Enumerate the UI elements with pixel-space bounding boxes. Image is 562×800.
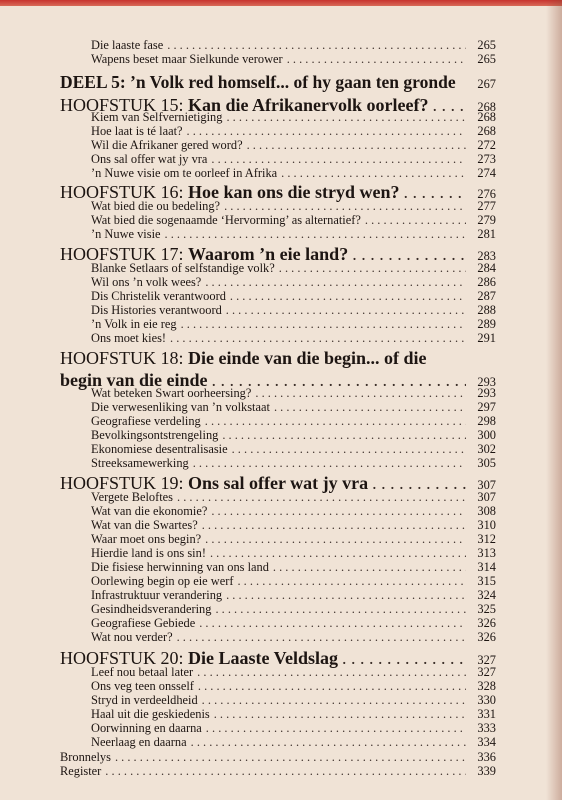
leader-dots bbox=[115, 750, 466, 765]
leader-dots bbox=[197, 665, 466, 680]
toc-entry-page: 308 bbox=[477, 504, 496, 518]
toc-entry-page: 298 bbox=[477, 414, 496, 428]
leader-dots bbox=[226, 588, 466, 603]
toc-entry-title: Wil die Afrikaner gered word? bbox=[91, 138, 243, 152]
page-edge-shadow bbox=[546, 0, 562, 800]
red-top-edge bbox=[0, 0, 562, 6]
toc-entry-title: Wat bied die sogenaamde ‘Hervorming’ as alternatief? bbox=[91, 213, 361, 227]
toc-entry-page: 265 bbox=[477, 52, 496, 66]
toc-entry-page: 284 bbox=[477, 261, 496, 275]
toc-entry-page: 324 bbox=[477, 588, 496, 602]
toc-entry-title: Oorlewing begin op eie werf bbox=[91, 574, 234, 588]
toc-entry-title: Ons moet kies! bbox=[91, 331, 167, 345]
chapter-page: 268 bbox=[477, 100, 496, 114]
leader-dots bbox=[177, 630, 466, 645]
leader-dots bbox=[247, 138, 466, 153]
leader-dots bbox=[287, 52, 466, 67]
leader-dots bbox=[222, 428, 466, 443]
toc-entry-title: Waar moet ons begin? bbox=[91, 532, 202, 546]
toc-entry-page: 274 bbox=[477, 166, 496, 180]
toc-entry-title: Dis Christelik verantwoord bbox=[91, 289, 226, 303]
toc-entry bbox=[91, 331, 496, 347]
toc-entry-page: 300 bbox=[477, 428, 496, 442]
toc-entry-title: Die fisiese herwinning van ons land bbox=[91, 560, 269, 574]
toc-entry-title: Wil ons ’n volk wees? bbox=[91, 275, 202, 289]
leader-dots bbox=[274, 400, 466, 415]
toc-entry-page: 273 bbox=[477, 152, 496, 166]
leader-dots bbox=[199, 616, 466, 631]
chapter-prefix: HOOFSTUK 17: bbox=[60, 244, 184, 264]
toc-entry-page: 331 bbox=[477, 707, 496, 721]
chapter-page: 283 bbox=[477, 249, 496, 263]
toc-entry-page: 336 bbox=[477, 750, 496, 764]
leader-dots bbox=[165, 227, 466, 242]
toc-entry-title: Dis Histories verantwoord bbox=[91, 303, 222, 317]
toc-entry-page: 310 bbox=[477, 518, 496, 532]
toc-entry-title: Blanke Setlaars of selfstandige volk? bbox=[91, 261, 275, 275]
leader-dots bbox=[226, 110, 466, 125]
leader-dots bbox=[255, 386, 466, 401]
leader-dots bbox=[205, 414, 466, 429]
chapter-name: Kan die Afrikanervolk oorleef? bbox=[188, 95, 429, 115]
leader-dots bbox=[181, 317, 466, 332]
chapter-prefix: HOOFSTUK 16: bbox=[60, 182, 184, 202]
toc-entry-page: 277 bbox=[477, 199, 496, 213]
toc-entry-title: Stryd in verdeeldheid bbox=[91, 693, 198, 707]
toc-entry-page: 307 bbox=[477, 490, 496, 504]
toc-entry-page: 315 bbox=[477, 574, 496, 588]
toc-entry-title: Oorwinning en daarna bbox=[91, 721, 202, 735]
toc-entry-title: Die verwesenliking van ’n volkstaat bbox=[91, 400, 270, 414]
toc-entry-page: 326 bbox=[477, 630, 496, 644]
chapter-name-line1: Die einde van die begin... of die bbox=[188, 348, 427, 368]
toc-entry-page: 302 bbox=[477, 442, 496, 456]
toc-entry-page: 328 bbox=[477, 679, 496, 693]
toc-entry-page: 293 bbox=[477, 386, 496, 400]
leader-dots bbox=[202, 693, 466, 708]
leader-dots bbox=[230, 289, 466, 304]
toc-entry-page: 305 bbox=[477, 456, 496, 470]
chapter-name: Hoe kan ons die stryd wen? bbox=[188, 182, 400, 202]
toc-entry-title: ’n Volk in eie reg bbox=[91, 317, 177, 331]
toc-entry-page: 326 bbox=[477, 616, 496, 630]
leader-dots bbox=[198, 679, 466, 694]
toc-entry-title: Infrastruktuur verandering bbox=[91, 588, 223, 602]
toc-entry-page: 327 bbox=[477, 665, 496, 679]
toc-entry-title: Geografiese Gebiede bbox=[91, 616, 196, 630]
toc-entry-title: Die laaste fase bbox=[91, 38, 164, 52]
leader-dots bbox=[205, 532, 466, 547]
toc-entry bbox=[91, 166, 496, 182]
leader-dots bbox=[206, 721, 466, 736]
toc-entry-page: 272 bbox=[477, 138, 496, 152]
chapter-name: Ons sal offer wat jy vra bbox=[188, 473, 369, 493]
toc-entry-title: Wat nou verder? bbox=[91, 630, 173, 644]
chapter-prefix: HOOFSTUK 19: bbox=[60, 473, 184, 493]
leader-dots bbox=[224, 199, 466, 214]
toc-entry-title: ’n Nuwe visie om te oorleef in Afrika bbox=[91, 166, 278, 180]
toc-entry-register bbox=[60, 764, 496, 780]
leader-dots bbox=[226, 303, 466, 318]
toc-entry-title: Register bbox=[60, 764, 102, 778]
leader-dots bbox=[193, 456, 466, 471]
toc-entry-title: Ons sal offer wat jy vra bbox=[91, 152, 208, 166]
toc-entry-page: 291 bbox=[477, 331, 496, 345]
leader-dots bbox=[170, 331, 466, 346]
chapter-page: 276 bbox=[477, 187, 496, 201]
chapter-heading-line1 bbox=[60, 348, 427, 369]
toc-entry-page: 286 bbox=[477, 275, 496, 289]
leader-dots bbox=[237, 574, 466, 589]
chapter-page: 327 bbox=[477, 653, 496, 667]
toc-entry-title: Kiem van Selfvernietiging bbox=[91, 110, 223, 124]
chapter-page: 293 bbox=[477, 375, 496, 389]
toc-entry-title: Ekonomiese desentralisasie bbox=[91, 442, 228, 456]
leader-dots bbox=[191, 735, 466, 750]
toc-entry-title: Leef nou betaal later bbox=[91, 665, 194, 679]
toc-entry-page: 268 bbox=[477, 124, 496, 138]
toc-entry bbox=[91, 52, 496, 68]
chapter-name: Die Laaste Veldslag bbox=[188, 648, 339, 668]
toc-entry-title: Streeksamewerking bbox=[91, 456, 189, 470]
leader-dots bbox=[202, 518, 466, 533]
chapter-page: 307 bbox=[477, 478, 496, 492]
leader-dots bbox=[205, 275, 466, 290]
toc-entry-title: Vergete Beloftes bbox=[91, 490, 174, 504]
toc-entry-page: 289 bbox=[477, 317, 496, 331]
chapter-name-line2: begin van die einde bbox=[60, 370, 208, 390]
chapter-prefix: HOOFSTUK 15: bbox=[60, 95, 184, 115]
leader-dots bbox=[279, 261, 466, 276]
leader-dots bbox=[210, 546, 466, 561]
toc-entry-page: 334 bbox=[477, 735, 496, 749]
toc-entry-title: Wat beteken Swart oorheersing? bbox=[91, 386, 252, 400]
toc-entry-page: 268 bbox=[477, 110, 496, 124]
part-title: DEEL 5: ’n Volk red homself... of hy gaan ten gronde bbox=[60, 72, 456, 92]
toc-entry-title: Neerlaag en daarna bbox=[91, 735, 187, 749]
toc-entry-page: 314 bbox=[477, 560, 496, 574]
toc-entry-title: Ons veg teen onsself bbox=[91, 679, 194, 693]
leader-dots bbox=[211, 152, 466, 167]
chapter-prefix: HOOFSTUK 18: bbox=[60, 348, 184, 368]
toc-entry-page: 325 bbox=[477, 602, 496, 616]
chapter-prefix: HOOFSTUK 20: bbox=[60, 648, 184, 668]
leader-dots bbox=[187, 124, 466, 139]
leader-dots bbox=[214, 707, 466, 722]
toc-entry-page: 287 bbox=[477, 289, 496, 303]
toc-entry-title: Geografiese verdeling bbox=[91, 414, 201, 428]
leader-dots bbox=[215, 602, 466, 617]
toc-entry-page: 288 bbox=[477, 303, 496, 317]
toc-entry-page: 330 bbox=[477, 693, 496, 707]
toc-entry bbox=[91, 735, 496, 751]
leader-dots bbox=[105, 764, 466, 779]
toc-entry-page: 339 bbox=[477, 764, 496, 778]
toc-entry-title: Hierdie land is ons sin! bbox=[91, 546, 206, 560]
chapter-name: Waarom ’n eie land? bbox=[188, 244, 349, 264]
leader-dots bbox=[177, 490, 466, 505]
leader-dots bbox=[167, 38, 466, 53]
toc-entry-title: Wapens beset maar Sielkunde verower bbox=[91, 52, 283, 66]
part-page: 267 bbox=[477, 77, 496, 91]
toc-entry bbox=[91, 630, 496, 646]
toc-entry-title: Bevolkingsontstrengeling bbox=[91, 428, 219, 442]
toc-entry-page: 265 bbox=[477, 38, 496, 52]
toc-entry-title: Wat van die Swartes? bbox=[91, 518, 198, 532]
toc-entry bbox=[91, 456, 496, 472]
toc-entry-title: ’n Nuwe visie bbox=[91, 227, 161, 241]
part-heading bbox=[60, 72, 496, 94]
toc-entry-title: Wat van die ekonomie? bbox=[91, 504, 208, 518]
leader-dots bbox=[232, 442, 466, 457]
toc-entry-page: 279 bbox=[477, 213, 496, 227]
leader-dots bbox=[273, 560, 466, 575]
toc-entry-page: 312 bbox=[477, 532, 496, 546]
toc-entry-page: 333 bbox=[477, 721, 496, 735]
toc-entry-title: Haal uit die geskiedenis bbox=[91, 707, 210, 721]
toc-entry-title: Gesindheidsverandering bbox=[91, 602, 212, 616]
leader-dots bbox=[365, 213, 466, 228]
leader-dots bbox=[211, 504, 466, 519]
toc-entry-title: Wat bied die ou bedeling? bbox=[91, 199, 221, 213]
toc-entry-page: 281 bbox=[477, 227, 496, 241]
toc-entry-page: 313 bbox=[477, 546, 496, 560]
toc-entry-title: Hoe laat is té laat? bbox=[91, 124, 183, 138]
toc-entry-title: Bronnelys bbox=[60, 750, 111, 764]
toc-entry-page: 297 bbox=[477, 400, 496, 414]
leader-dots bbox=[281, 166, 466, 181]
toc-entry bbox=[91, 227, 496, 243]
